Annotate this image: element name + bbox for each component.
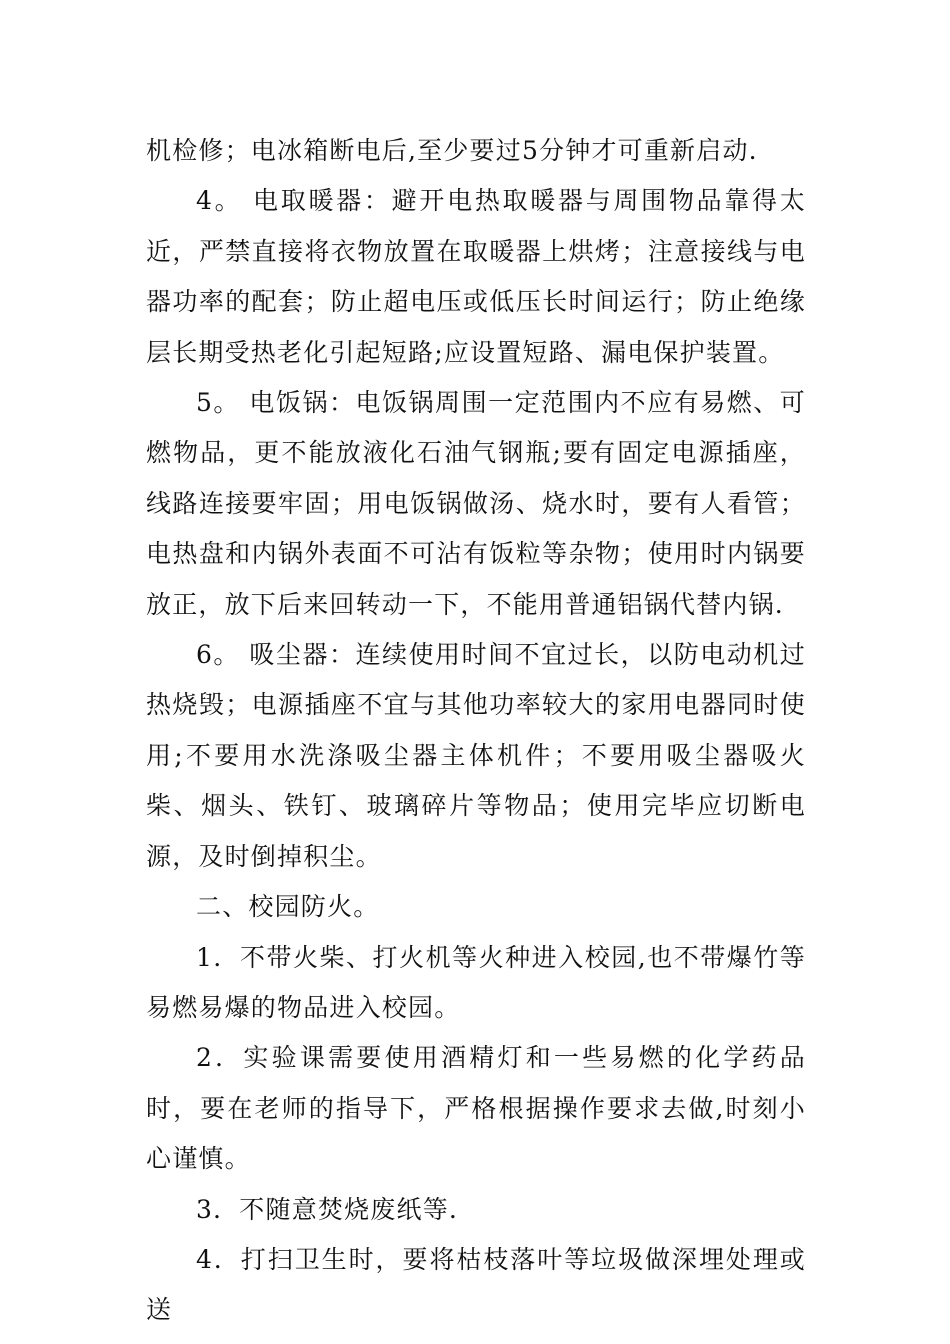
paragraph-electric-heater: 4。 电取暖器：避开电热取暖器与周围物品靠得太近，严禁直接将衣物放置在取暖器上烘烤；注意接线与电器功率的配套；防止超电压或低压长时间运行；防止绝缘层长期受热老化引起短路;应设置短路、漏电保护装置。: [146, 186, 806, 367]
paragraph-rice-cooker: 5。 电饭锅：电饭锅周围一定范围内不应有易燃、可燃物品，更不能放液化石油气钢瓶;要有固定电源插座，线路连接要牢固；用电饭锅做汤、烧水时，要有人看管；电热盘和内锅外表面不可沾有饭粒等杂物；使用时内锅要放正，放下后来回转动一下，不能用普通铝锅代替内锅.: [146, 388, 806, 619]
document-body: [146, 126, 806, 1336]
section-heading-campus-fire-prevention: 二、校园防火。: [196, 892, 380, 922]
paragraph-vacuum-cleaner: 6。 吸尘器：连续使用时间不宜过长，以防电动机过热烧毁；电源插座不宜与其他功率较大的家用电器同时使用;不要用水洗涤吸尘器主体机件；不要用吸尘器吸火柴、烟头、铁钉、玻璃碎片等物品；使用完毕应切断电源，及时倒掉积尘。: [146, 640, 806, 871]
paragraph-campus-item-4: 4．打扫卫生时，要将枯枝落叶等垃圾做深埋处理或送: [146, 1244, 806, 1325]
paragraph-campus-item-1: 1．不带火柴、打火机等火种进入校园,也不带爆竹等易燃易爆的物品进入校园。: [146, 942, 806, 1022]
paragraph-continuation: 机检修；电冰箱断电后,至少要过5分钟才可重新启动.: [146, 136, 758, 165]
paragraph-campus-item-2: 2．实验课需要使用酒精灯和一些易燃的化学药品时，要在老师的指导下，严格根据操作要求去做,时刻小心谨慎。: [146, 1043, 806, 1174]
paragraph-campus-item-3: 3．不随意焚烧废纸等.: [196, 1194, 459, 1224]
